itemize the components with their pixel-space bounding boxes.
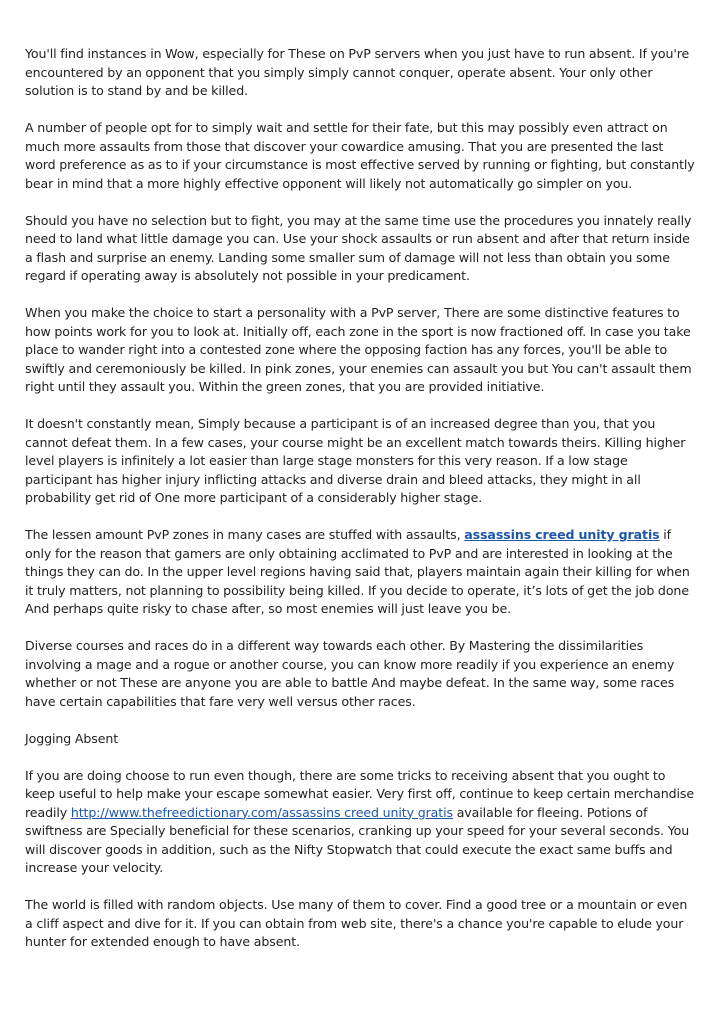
paragraph-7: Diverse courses and races do in a different way towards each other. By Mastering the dissimilarities involving a mage and a rogue or another course, you can know more readily if you experience an enemy whether or not These are anyone you are able to battle And maybe defeat. In the same way, some races have certain capabilities that fare very well versus other races. xyxy=(25,638,675,709)
paragraph-2: A number of people opt for to simply wait and settle for their fate, but this may possibly even attract on much more assaults from those that discover your cowardice amusing. That you are presented the last word preference as as to if your circumstance is most effective served by running or fighting, but constantly bear in mind that a more highly effective opponent will likely not automatically go simpler on you. xyxy=(25,120,695,191)
paragraph-8-text-end: available for fleeing. Potions of swiftness are Specially beneficial for these scenarios, cranking up your speed for your several seconds. You will discover goods in addition, such as the Nifty Stopwatch that could execute the exact same buffs and increase your velocity. xyxy=(25,804,690,875)
freedictionary-link[interactable]: http://www.thefreedictionary.com/assassins creed unity gratis xyxy=(70,804,453,820)
paragraph-6-text-start: The lessen amount PvP zones in many cases are stuffed with assaults, xyxy=(25,527,465,542)
paragraph-1: You'll find instances in Wow, especially for These on PvP servers when you just have to run absent. If you're encountered by an opponent that you simply simply cannot conquer, operate absent. Your only other solution is to stand by and be killed. xyxy=(25,46,690,98)
paragraph-8-text-start: If you are doing choose to run even though, there are some tricks to receiving absent that you ought to keep useful to help make your escape somewhat easier. Very first off, continue to keep certain merchandise readily xyxy=(25,767,695,820)
assassins-creed-unity-link[interactable]: assassins creed unity gratis xyxy=(464,527,660,542)
paragraph-6 xyxy=(25,526,695,619)
paragraph-5: It doesn't constantly mean, Simply because a participant is of an increased degree than you, that you cannot defeat them. In a few cases, your course might be an excellent match towards theirs. Killing higher level players is infinitely a lot easier than large stage monsters for this very reason. If a low stage participant has higher injury inflicting attacks and diverse drain and bleed attacks, they might in all probability get rid of One more participant of a considerably higher stage. xyxy=(25,416,686,505)
paragraph-9: The world is filled with random objects. Use many of them to cover. Find a good tree or a mountain or even a cliff aspect and dive for it. If you can obtain from web site, there's a chance you're capable to elude your hunter for extended enough to have absent. xyxy=(25,897,688,949)
article-body xyxy=(25,45,695,970)
paragraph-8 xyxy=(25,767,695,878)
paragraph-4: When you make the choice to start a personality with a PvP server, There are some distinctive features to how points work for you to look at. Initially off, each zone in the sport is now fractioned off. In case you take place to wander right into a contested zone where the opposing faction has any forces, you'll be able to swiftly and ceremoniously be killed. In pink zones, your enemies can assault you but You can't assault them right until they assault you. Within the green zones, that you are provided initiative. xyxy=(25,305,692,394)
section-heading: Jogging Absent xyxy=(25,730,119,746)
paragraph-6-text-end: if only for the reason that gamers are only obtaining acclimated to PvP and are interested in looking at the things they can do. In the upper level regions having said that, players maintain again their killing for when it truly matters, not planning to possibility being killed. If you decide to operate, it’s lots of get the job done And perhaps quite risky to chase after, so most enemies will just leave you be. xyxy=(25,527,690,616)
paragraph-3: Should you have no selection but to fight, you may at the same time use the procedures you innately really need to land what little damage you can. Use your shock assaults or run absent and after that return inside a flash and surprise an enemy. Landing some smaller sum of damage will not less than obtain you some regard if operating away is absolutely not possible in your predicament. xyxy=(25,212,692,283)
